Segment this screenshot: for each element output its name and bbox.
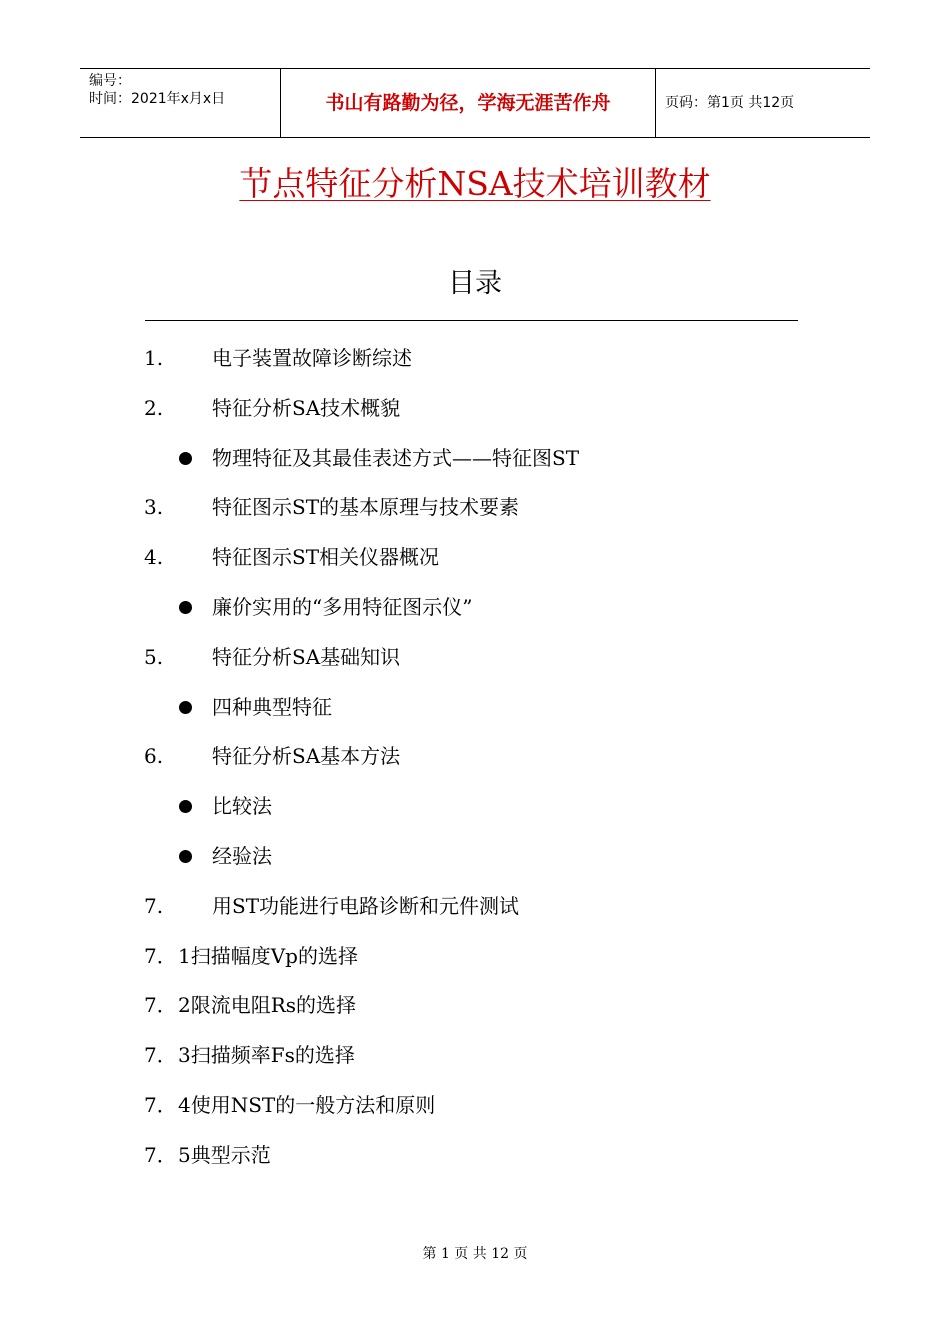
- toc-item-text: 廉价实用的“多用特征图示仪”: [212, 594, 473, 619]
- page-footer: 第 1 页 共 12 页: [422, 1246, 528, 1262]
- toc-item: [0, 741, 950, 791]
- toc-item-text: 特征图示ST的基本原理与技术要素: [212, 495, 520, 520]
- toc-item-number: 1.: [144, 346, 164, 370]
- toc-item-number: 7．: [144, 943, 177, 968]
- page-info: 页码：第1页 共12页: [665, 95, 795, 111]
- toc-item-text: 1扫描幅度Vp的选择: [178, 943, 358, 968]
- toc-item-text: 5典型示范: [178, 1142, 271, 1167]
- toc-item-number: 7．: [144, 1092, 177, 1117]
- toc-item-text: 4使用NST的一般方法和原则: [178, 1092, 436, 1117]
- toc-divider: [145, 320, 798, 321]
- bullet-icon: [179, 701, 192, 714]
- toc-item: [0, 492, 950, 542]
- toc-item-text: 用ST功能进行电路诊断和元件测试: [212, 893, 520, 918]
- toc-item-number: 5.: [144, 644, 164, 669]
- toc-item-text: 物理特征及其最佳表述方式——特征图ST: [212, 445, 580, 470]
- toc-item-text: 特征分析SA技术概貌: [212, 395, 401, 420]
- toc-item: [0, 443, 950, 493]
- toc-item-text: 比较法: [212, 794, 272, 819]
- toc-item-text: 3扫描频率Fs的选择: [178, 1043, 355, 1068]
- date-label: 时间：2021年x月x日: [89, 91, 226, 107]
- toc-item: [0, 692, 950, 742]
- toc-item: [0, 542, 950, 592]
- header-table: [80, 68, 870, 138]
- toc-item-number: 3.: [144, 495, 164, 520]
- toc-item: [0, 990, 950, 1040]
- bullet-icon: [179, 850, 192, 863]
- toc-item: [0, 841, 950, 891]
- toc-item-text: 2限流电阻Rs的选择: [178, 993, 357, 1018]
- toc-item-text: 经验法: [212, 843, 272, 868]
- toc-item: [0, 1090, 950, 1140]
- toc-item: [0, 393, 950, 443]
- motto: 书山有路勤为径，学海无涯苦作舟: [325, 92, 611, 114]
- toc-item: [0, 1140, 950, 1190]
- header-page-cell: [655, 69, 870, 137]
- toc-item-number: 7．: [144, 1142, 177, 1167]
- toc-item-number: 7.: [144, 893, 164, 918]
- bullet-icon: [179, 601, 192, 614]
- toc-item-number: 7．: [144, 1043, 177, 1068]
- toc-heading: 目录: [448, 268, 502, 299]
- serial-label: 编号：: [89, 73, 131, 89]
- toc-item-text: 特征分析SA基础知识: [212, 644, 401, 669]
- toc-item: [0, 642, 950, 692]
- toc-item: [0, 343, 950, 393]
- toc-item-text: 电子装置故障诊断综述: [212, 346, 412, 370]
- toc-item-number: 7．: [144, 993, 177, 1018]
- toc-item: [0, 1040, 950, 1090]
- toc-item: [0, 592, 950, 642]
- bullet-icon: [179, 800, 192, 813]
- toc-item-text: 特征图示ST相关仪器概况: [212, 545, 440, 570]
- header-meta-cell: [80, 69, 280, 137]
- toc-item: [0, 791, 950, 841]
- bullet-icon: [179, 452, 192, 465]
- toc-item-text: 特征分析SA基本方法: [212, 744, 401, 769]
- toc-item-number: 2.: [144, 395, 164, 420]
- document-title: 节点特征分析NSA技术培训教材: [239, 164, 711, 203]
- toc-item: [0, 891, 950, 941]
- table-of-contents: [0, 343, 950, 1190]
- toc-item: [0, 941, 950, 991]
- toc-item-number: 6.: [144, 744, 164, 769]
- header-motto-cell: [280, 69, 656, 137]
- toc-item-text: 四种典型特征: [212, 694, 332, 719]
- toc-item-number: 4.: [144, 545, 164, 570]
